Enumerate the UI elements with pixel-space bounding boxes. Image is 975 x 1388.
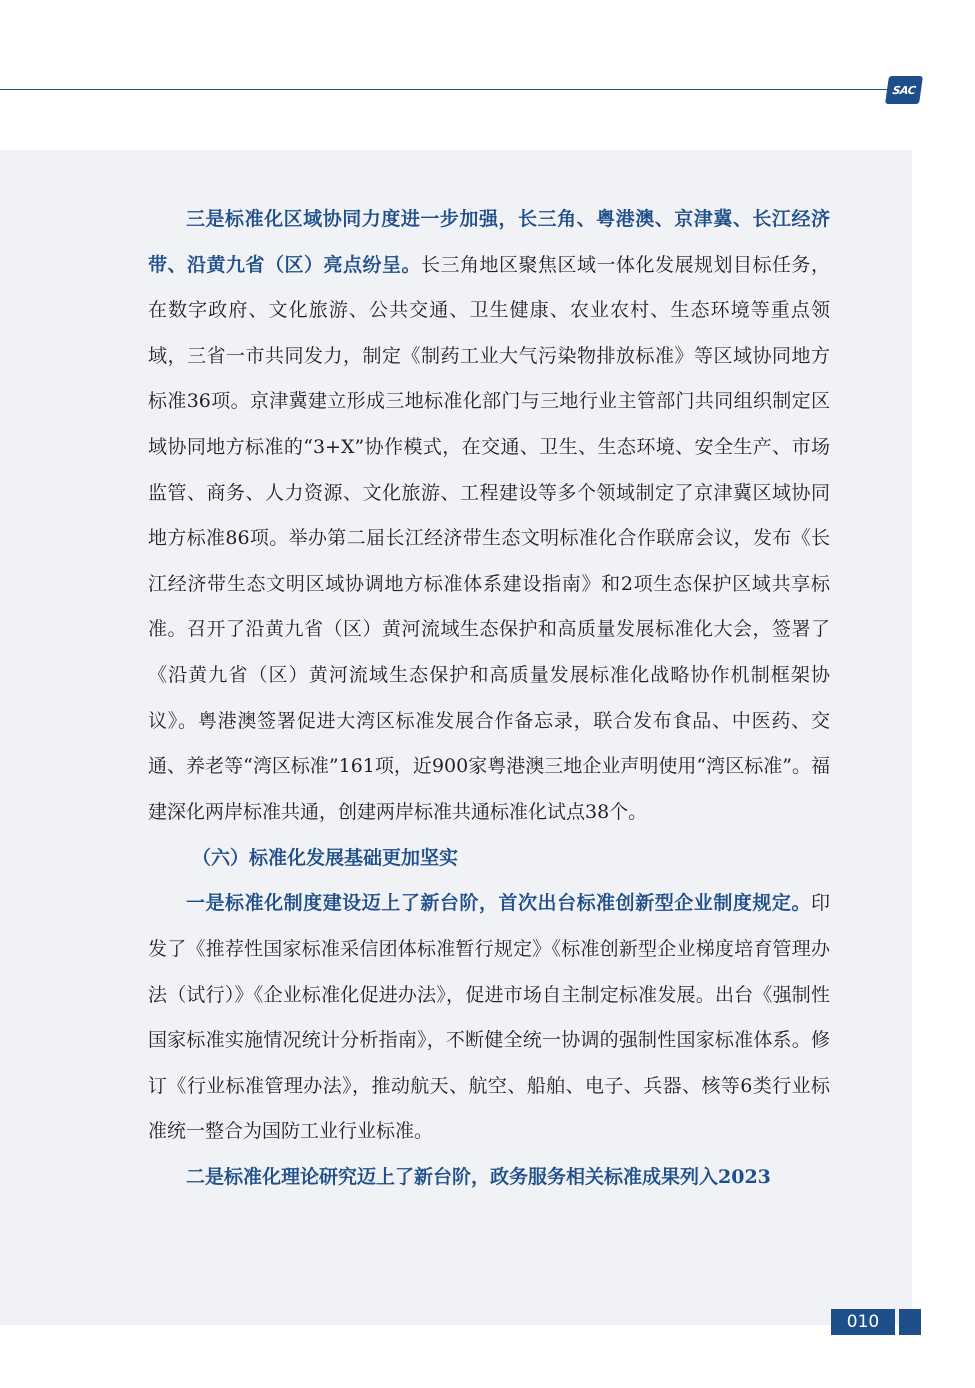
paragraph-lead: 三是标准化区域协同力度进一步加强，长三角、粤港澳、京津冀、长江经济带、沿黄九省（区）亮点纷呈。 — [148, 208, 830, 276]
paragraph-body: 印发了《推荐性国家标准采信团体标准暂行规定》《标准创新型企业梯度培育管理办法（试行）》《企业标准化促进办法》，促进市场自主制定标准发展。出台《强制性国家标准实施情况统计分析指南》，不断健全统一协调的强制性国家标准体系。修订《行业标准管理办法》，推动航天、航空、船舶、电子、兵器、核等6类行业标准统一整合为国防工业行业标准。 — [148, 892, 830, 1143]
section-heading: （六）标准化发展基础更加坚实 — [192, 847, 459, 870]
header-rule — [0, 89, 890, 90]
page-number: 010 — [831, 1309, 895, 1335]
logo-text: SAC — [891, 83, 917, 97]
sac-logo — [885, 76, 923, 104]
paragraph-institution-building — [148, 881, 830, 1155]
paragraph-regional-coordination — [148, 197, 830, 835]
paragraph-body: 长三角地区聚焦区域一体化发展规划目标任务，在数字政府、文化旅游、公共交通、卫生健康、农业农村、生态环境等重点领域，三省一市共同发力，制定《制药工业大气污染物排放标准》等区域协同地方标准36项。京津冀建立形成三地标准化部门与三地行业主管部门共同组织制定区域协同地方标准的“3+X”协作模式，在交通、卫生、生态环境、安全生产、市场监管、商务、人力资源、文化旅游、工程建设等多个领域制定了京津冀区域协同地方标准86项。举办第二届长江经济带生态文明标准化合作联席会议，发布《长江经济带生态文明区域协调地方标准体系建设指南》和2项生态保护区域共享标准。召开了沿黄九省（区）黄河流域生态保护和高质量发展标准化大会，签署了《沿黄九省（区）黄河流域生态保护和高质量发展标准化战略协作机制框架协议》。粤港澳签署促进大湾区标准发展合作备忘录，联合发布食品、中医药、交通、养老等“湾区标准”161项，近900家粤港澳三地企业声明使用“湾区标准”。福建深化两岸标准共通，创建两岸标准共通标准化试点38个。 — [148, 253, 830, 823]
body-text — [148, 197, 830, 1200]
page-number-tab — [899, 1309, 921, 1335]
paragraph-lead: 二是标准化理论研究迈上了新台阶，政务服务相关标准成果列入2023 — [186, 1165, 771, 1188]
paragraph-lead: 一是标准化制度建设迈上了新台阶，首次出台标准创新型企业制度规定。 — [186, 892, 811, 915]
paragraph-theory-research — [148, 1155, 830, 1201]
